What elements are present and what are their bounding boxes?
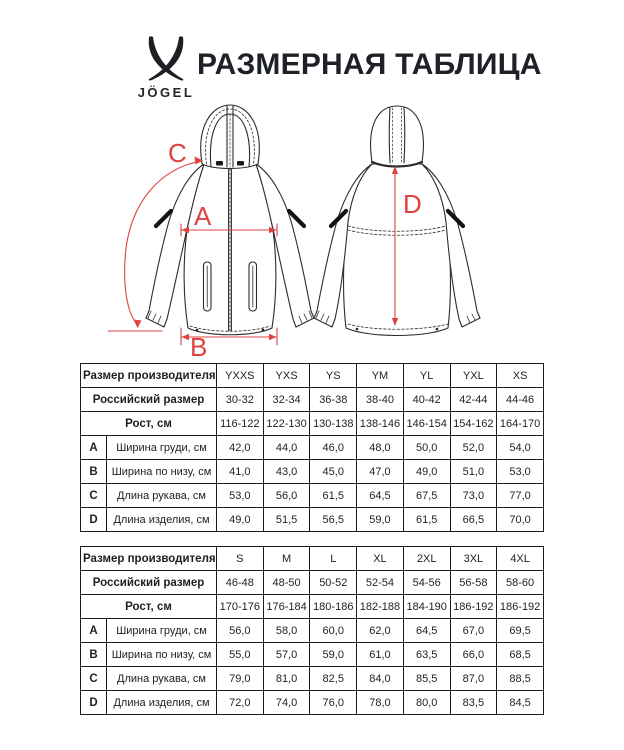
label-b: B bbox=[190, 332, 208, 360]
table-header-value: 164-170 bbox=[497, 412, 544, 436]
table-header-label: Размер производителя bbox=[81, 547, 217, 571]
measure-value: 61,5 bbox=[310, 484, 357, 508]
jacket-back-view bbox=[314, 106, 480, 336]
measure-value: 45,0 bbox=[310, 460, 357, 484]
measure-value: 53,0 bbox=[497, 460, 544, 484]
table-header-value: 54-56 bbox=[403, 571, 450, 595]
table-header-value: 56-58 bbox=[450, 571, 497, 595]
measure-letter: C bbox=[81, 484, 107, 508]
measure-value: 47,0 bbox=[357, 460, 404, 484]
measure-value: 74,0 bbox=[263, 691, 310, 715]
measure-value: 84,0 bbox=[357, 667, 404, 691]
measure-value: 56,5 bbox=[310, 508, 357, 532]
measure-value: 46,0 bbox=[310, 436, 357, 460]
table-row bbox=[81, 436, 544, 460]
table-header-label: Рост, см bbox=[81, 412, 217, 436]
table-header-value: 3XL bbox=[450, 547, 497, 571]
table-header-value: L bbox=[310, 547, 357, 571]
measure-value: 78,0 bbox=[357, 691, 404, 715]
table-row bbox=[81, 643, 544, 667]
table-header-value: 38-40 bbox=[357, 388, 404, 412]
measure-value: 82,5 bbox=[310, 667, 357, 691]
table-header-value: YXL bbox=[450, 364, 497, 388]
table-row bbox=[81, 484, 544, 508]
table-header-value: 138-146 bbox=[357, 412, 404, 436]
measure-value: 57,0 bbox=[263, 643, 310, 667]
table-header-value: 46-48 bbox=[217, 571, 264, 595]
measure-value: 64,5 bbox=[357, 484, 404, 508]
measure-label: Ширина по низу, см bbox=[107, 460, 217, 484]
measure-label: Ширина груди, см bbox=[107, 436, 217, 460]
measure-value: 55,0 bbox=[217, 643, 264, 667]
table-header-value: 30-32 bbox=[217, 388, 264, 412]
table-row bbox=[81, 667, 544, 691]
measure-letter: D bbox=[81, 691, 107, 715]
size-table-youth bbox=[80, 363, 544, 532]
table-header-value: 42-44 bbox=[450, 388, 497, 412]
table-header-value: 116-122 bbox=[217, 412, 264, 436]
measure-value: 72,0 bbox=[217, 691, 264, 715]
measure-value: 41,0 bbox=[217, 460, 264, 484]
measure-label: Ширина по низу, см bbox=[107, 643, 217, 667]
table-header-label: Российский размер bbox=[81, 571, 217, 595]
measure-letter: A bbox=[81, 619, 107, 643]
table-header-value: 184-190 bbox=[403, 595, 450, 619]
table-row bbox=[81, 460, 544, 484]
table-header-value: YXS bbox=[263, 364, 310, 388]
table-row bbox=[81, 508, 544, 532]
measure-value: 42,0 bbox=[217, 436, 264, 460]
measure-label: Длина изделия, см bbox=[107, 691, 217, 715]
table-header-value: 176-184 bbox=[263, 595, 310, 619]
table-header-value: 48-50 bbox=[263, 571, 310, 595]
measure-value: 88,5 bbox=[497, 667, 544, 691]
measure-label: Ширина груди, см bbox=[107, 619, 217, 643]
table-header-value: 44-46 bbox=[497, 388, 544, 412]
measure-value: 69,5 bbox=[497, 619, 544, 643]
measure-letter: C bbox=[81, 667, 107, 691]
measure-letter: A bbox=[81, 436, 107, 460]
table-header-value: 180-186 bbox=[310, 595, 357, 619]
measure-value: 81,0 bbox=[263, 667, 310, 691]
table-header-value: 32-34 bbox=[263, 388, 310, 412]
table-header-label: Размер производителя bbox=[81, 364, 217, 388]
measure-value: 44,0 bbox=[263, 436, 310, 460]
table-row bbox=[81, 619, 544, 643]
measure-value: 76,0 bbox=[310, 691, 357, 715]
measure-value: 70,0 bbox=[497, 508, 544, 532]
brand-logo-text: JÖGEL bbox=[137, 85, 195, 100]
measure-value: 58,0 bbox=[263, 619, 310, 643]
measure-value: 68,5 bbox=[497, 643, 544, 667]
table-header-value: 154-162 bbox=[450, 412, 497, 436]
table-header-value: M bbox=[263, 547, 310, 571]
measure-value: 73,0 bbox=[450, 484, 497, 508]
measure-value: 83,5 bbox=[450, 691, 497, 715]
size-table-adult bbox=[80, 546, 544, 715]
measure-value: 85,5 bbox=[403, 667, 450, 691]
measure-value: 80,0 bbox=[403, 691, 450, 715]
measure-value: 62,0 bbox=[357, 619, 404, 643]
measure-value: 67,5 bbox=[403, 484, 450, 508]
table-header-value: 182-188 bbox=[357, 595, 404, 619]
measure-letter: B bbox=[81, 643, 107, 667]
measure-value: 43,0 bbox=[263, 460, 310, 484]
table-header-value: 186-192 bbox=[450, 595, 497, 619]
measure-value: 77,0 bbox=[497, 484, 544, 508]
table-header-value: 130-138 bbox=[310, 412, 357, 436]
measure-value: 51,0 bbox=[450, 460, 497, 484]
measure-value: 67,0 bbox=[450, 619, 497, 643]
table-header-value: XS bbox=[497, 364, 544, 388]
table-header-value: YS bbox=[310, 364, 357, 388]
brand-logo-icon bbox=[139, 36, 193, 82]
table-header-label: Российский размер bbox=[81, 388, 217, 412]
measure-letter: D bbox=[81, 508, 107, 532]
table-header-value: 122-130 bbox=[263, 412, 310, 436]
table-header-value: YM bbox=[357, 364, 404, 388]
table-header-value: 36-38 bbox=[310, 388, 357, 412]
measure-value: 61,5 bbox=[403, 508, 450, 532]
measure-value: 60,0 bbox=[310, 619, 357, 643]
label-a: A bbox=[194, 201, 212, 231]
measure-value: 53,0 bbox=[217, 484, 264, 508]
measure-value: 56,0 bbox=[217, 619, 264, 643]
page-title: РАЗМЕРНАЯ ТАБЛИЦА bbox=[197, 48, 542, 81]
jacket-measurement-diagram bbox=[100, 98, 524, 360]
measure-value: 49,0 bbox=[217, 508, 264, 532]
label-c: C bbox=[168, 138, 187, 168]
measure-letter: B bbox=[81, 460, 107, 484]
table-header-value: 2XL bbox=[403, 547, 450, 571]
measure-value: 59,0 bbox=[357, 508, 404, 532]
table-header-value: XL bbox=[357, 547, 404, 571]
measure-value: 66,0 bbox=[450, 643, 497, 667]
table-header-value: YXXS bbox=[217, 364, 264, 388]
measure-value: 54,0 bbox=[497, 436, 544, 460]
measure-value: 56,0 bbox=[263, 484, 310, 508]
measure-value: 63,5 bbox=[403, 643, 450, 667]
measure-value: 49,0 bbox=[403, 460, 450, 484]
table-header-value: 58-60 bbox=[497, 571, 544, 595]
table-header-value: 50-52 bbox=[310, 571, 357, 595]
measure-value: 84,5 bbox=[497, 691, 544, 715]
measure-value: 59,0 bbox=[310, 643, 357, 667]
measure-label: Длина изделия, см bbox=[107, 508, 217, 532]
measure-value: 61,0 bbox=[357, 643, 404, 667]
table-header-label: Рост, см bbox=[81, 595, 217, 619]
table-header-value: YL bbox=[403, 364, 450, 388]
table-header-value: 170-176 bbox=[217, 595, 264, 619]
measure-label: Длина рукава, см bbox=[107, 667, 217, 691]
table-header-value: 4XL bbox=[497, 547, 544, 571]
table-header-value: 40-42 bbox=[403, 388, 450, 412]
measure-value: 52,0 bbox=[450, 436, 497, 460]
table-header-value: 146-154 bbox=[403, 412, 450, 436]
measure-value: 51,5 bbox=[263, 508, 310, 532]
measure-value: 48,0 bbox=[357, 436, 404, 460]
table-header-value: S bbox=[217, 547, 264, 571]
measure-value: 64,5 bbox=[403, 619, 450, 643]
measure-value: 79,0 bbox=[217, 667, 264, 691]
measure-value: 87,0 bbox=[450, 667, 497, 691]
table-header-value: 52-54 bbox=[357, 571, 404, 595]
measure-value: 66,5 bbox=[450, 508, 497, 532]
measure-label: Длина рукава, см bbox=[107, 484, 217, 508]
label-d: D bbox=[403, 189, 422, 219]
measure-value: 50,0 bbox=[403, 436, 450, 460]
table-header-value: 186-192 bbox=[497, 595, 544, 619]
table-row bbox=[81, 691, 544, 715]
